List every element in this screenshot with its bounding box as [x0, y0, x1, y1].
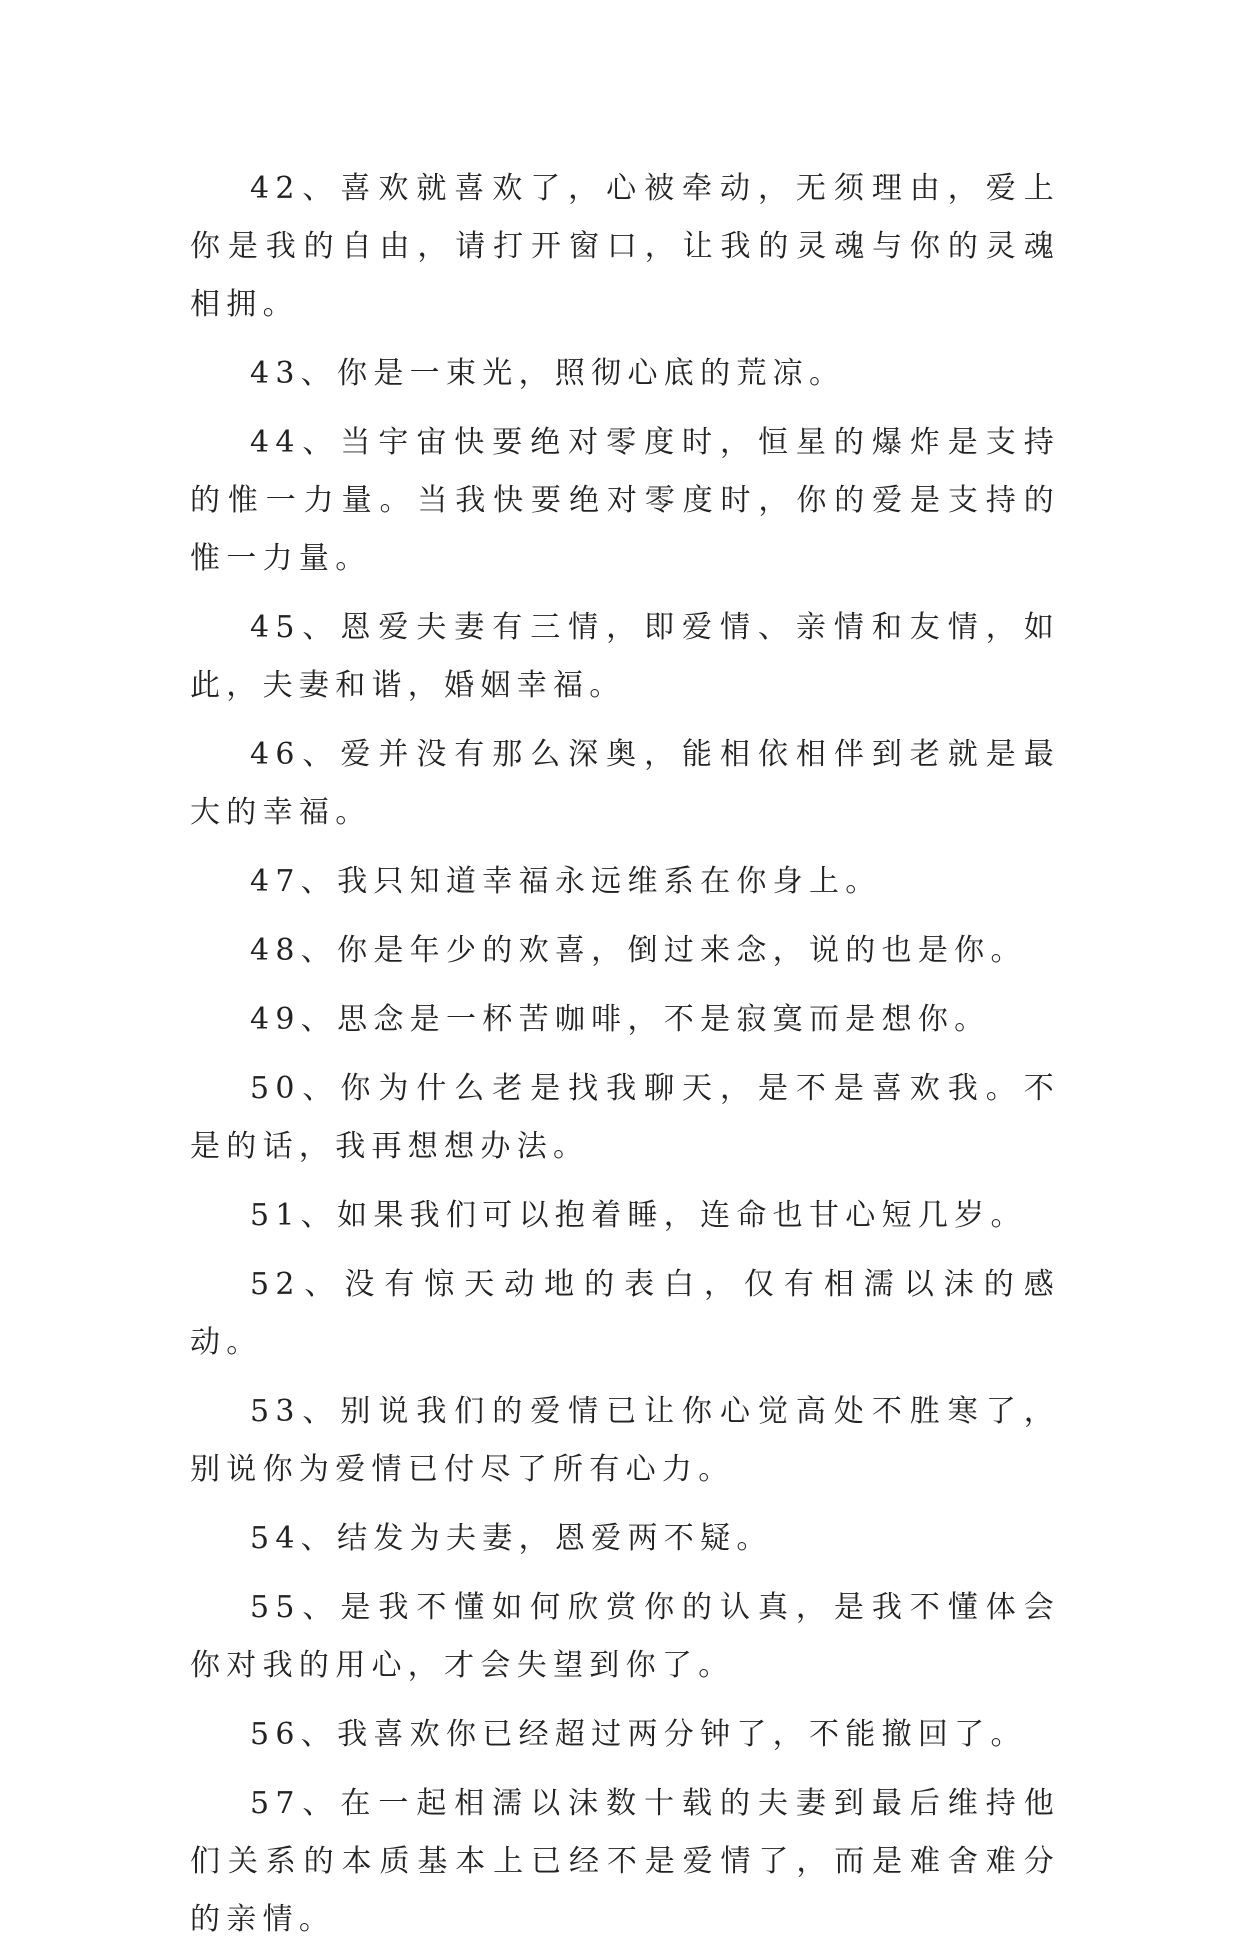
paragraph-52: 52、没有惊天动地的表白，仅有相濡以沫的感动。 [190, 1267, 1060, 1360]
paragraph-45: 45、恩爱夫妻有三情，即爱情、亲情和友情，如此，夫妻和谐，婚姻幸福。 [190, 610, 1060, 703]
paragraph-43: 43、你是一束光，照彻心底的荒凉。 [250, 356, 846, 391]
paragraph-54: 54、结发为夫妻，恩爱两不疑。 [250, 1521, 773, 1556]
paragraph-44: 44、当宇宙快要绝对零度时，恒星的爆炸是支持的惟一力量。当我快要绝对零度时，你的爱是支持的惟一力量。 [190, 425, 1060, 576]
paragraph-51: 51、如果我们可以抱着睡，连命也甘心短几岁。 [250, 1198, 1027, 1233]
paragraph-50: 50、你为什么老是找我聊天，是不是喜欢我。不是的话，我再想想办法。 [190, 1071, 1060, 1164]
paragraph-42: 42、喜欢就喜欢了，心被牵动，无须理由，爱上你是我的自由，请打开窗口，让我的灵魂与你的灵魂相拥。 [190, 171, 1060, 322]
paragraph-53: 53、别说我们的爱情已让你心觉高处不胜寒了，别说你为爱情已付尽了所有心力。 [190, 1394, 1060, 1487]
paragraph-49: 49、思念是一杯苦咖啡，不是寂寞而是想你。 [250, 1002, 991, 1037]
paragraph-56: 56、我喜欢你已经超过两分钟了，不能撤回了。 [250, 1717, 1027, 1752]
document-body [190, 160, 1060, 1960]
paragraph-55: 55、是我不懂如何欣赏你的认真，是我不懂体会你对我的用心，才会失望到你了。 [190, 1590, 1060, 1683]
paragraph-47: 47、我只知道幸福永远维系在你身上。 [250, 864, 882, 899]
paragraph-46: 46、爱并没有那么深奥，能相依相伴到老就是最大的幸福。 [190, 737, 1060, 830]
paragraph-57: 57、在一起相濡以沫数十载的夫妻到最后维持他们关系的本质基本上已经不是爱情了，而是难舍难分的亲情。 [190, 1786, 1060, 1937]
paragraph-48: 48、你是年少的欢喜，倒过来念，说的也是你。 [250, 933, 1027, 968]
